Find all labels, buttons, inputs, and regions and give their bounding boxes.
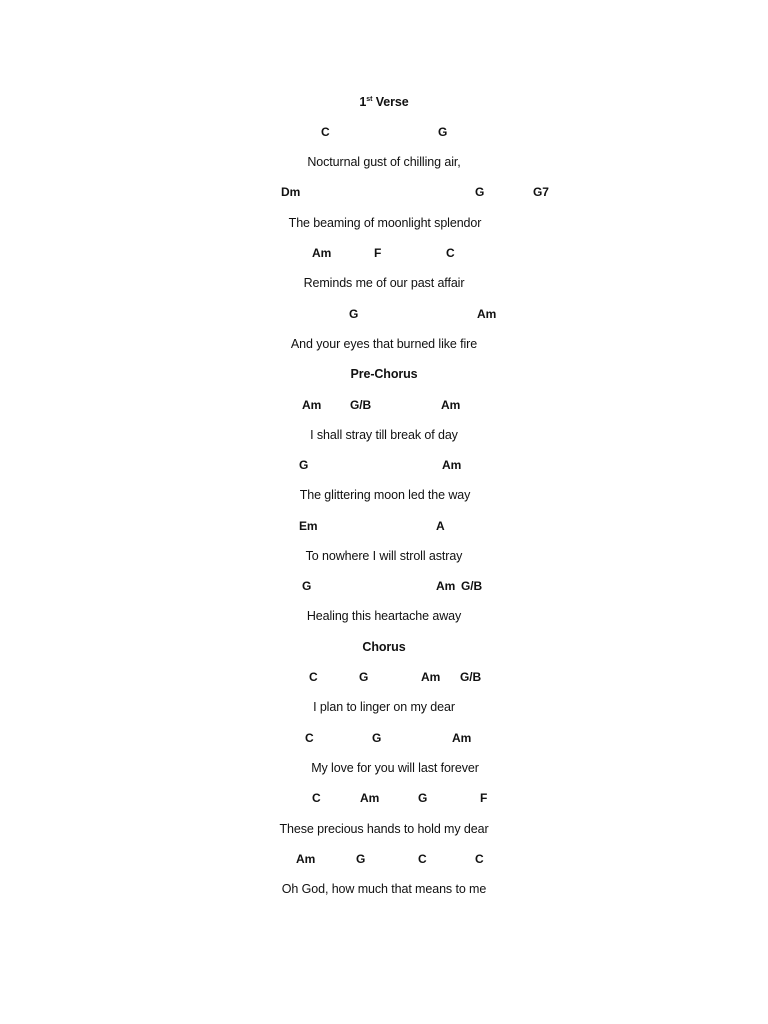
chord: C (309, 670, 318, 684)
chord: G7 (533, 185, 549, 199)
chord: C (305, 731, 314, 745)
lyric-line: Reminds me of our past affair (303, 276, 465, 290)
chord: Em (299, 519, 318, 533)
chord: F (480, 791, 488, 805)
chord: G (418, 791, 428, 805)
chord: G/B (350, 398, 372, 412)
chord: Am (302, 398, 322, 412)
chord: C (446, 246, 455, 260)
chord: G (359, 670, 369, 684)
chord: G (356, 852, 366, 866)
chord: G (475, 185, 485, 199)
chord: C (475, 852, 484, 866)
chord: C (418, 852, 427, 866)
verse-heading (359, 94, 408, 110)
lyric-line: The glittering moon led the way (299, 488, 471, 502)
chord: G/B (461, 579, 483, 593)
lyric-line: I shall stray till break of day (310, 428, 458, 442)
chord: Am (360, 791, 380, 805)
chord: Am (477, 307, 497, 321)
chord: Am (436, 579, 456, 593)
chord: Dm (281, 185, 301, 199)
lyric-line: To nowhere I will stroll astray (305, 549, 463, 563)
lyric-line: Oh God, how much that means to me (281, 882, 487, 896)
chord: F (374, 246, 382, 260)
lyric-line: Healing this heartache away (306, 609, 462, 623)
pre-chorus-heading: Pre-Chorus (350, 367, 418, 381)
lyric-line: These precious hands to hold my dear (279, 822, 489, 836)
chord: G (349, 307, 359, 321)
chord: G (299, 458, 309, 472)
verse-title: Verse (372, 95, 409, 109)
chorus-heading: Chorus (362, 640, 406, 654)
chord: C (321, 125, 330, 139)
verse-ordinal-suffix: st (366, 96, 373, 103)
chord: Am (452, 731, 472, 745)
chord: G (302, 579, 312, 593)
chord: G (372, 731, 382, 745)
chord: A (436, 519, 445, 533)
verse-number: 1 (359, 95, 367, 109)
chord: G (438, 125, 448, 139)
chord: G/B (460, 670, 482, 684)
lyric-line: The beaming of moonlight splendor (288, 216, 482, 230)
lyric-line: Nocturnal gust of chilling air, (307, 155, 461, 169)
chord: Am (312, 246, 332, 260)
lyric-line: And your eyes that burned like fire (290, 337, 478, 351)
lyric-line: My love for you will last forever (311, 761, 479, 775)
chord: C (312, 791, 321, 805)
lyric-line: I plan to linger on my dear (313, 700, 455, 714)
chord: Am (421, 670, 441, 684)
chord: Am (442, 458, 462, 472)
chord: Am (296, 852, 316, 866)
chord: Am (441, 398, 461, 412)
